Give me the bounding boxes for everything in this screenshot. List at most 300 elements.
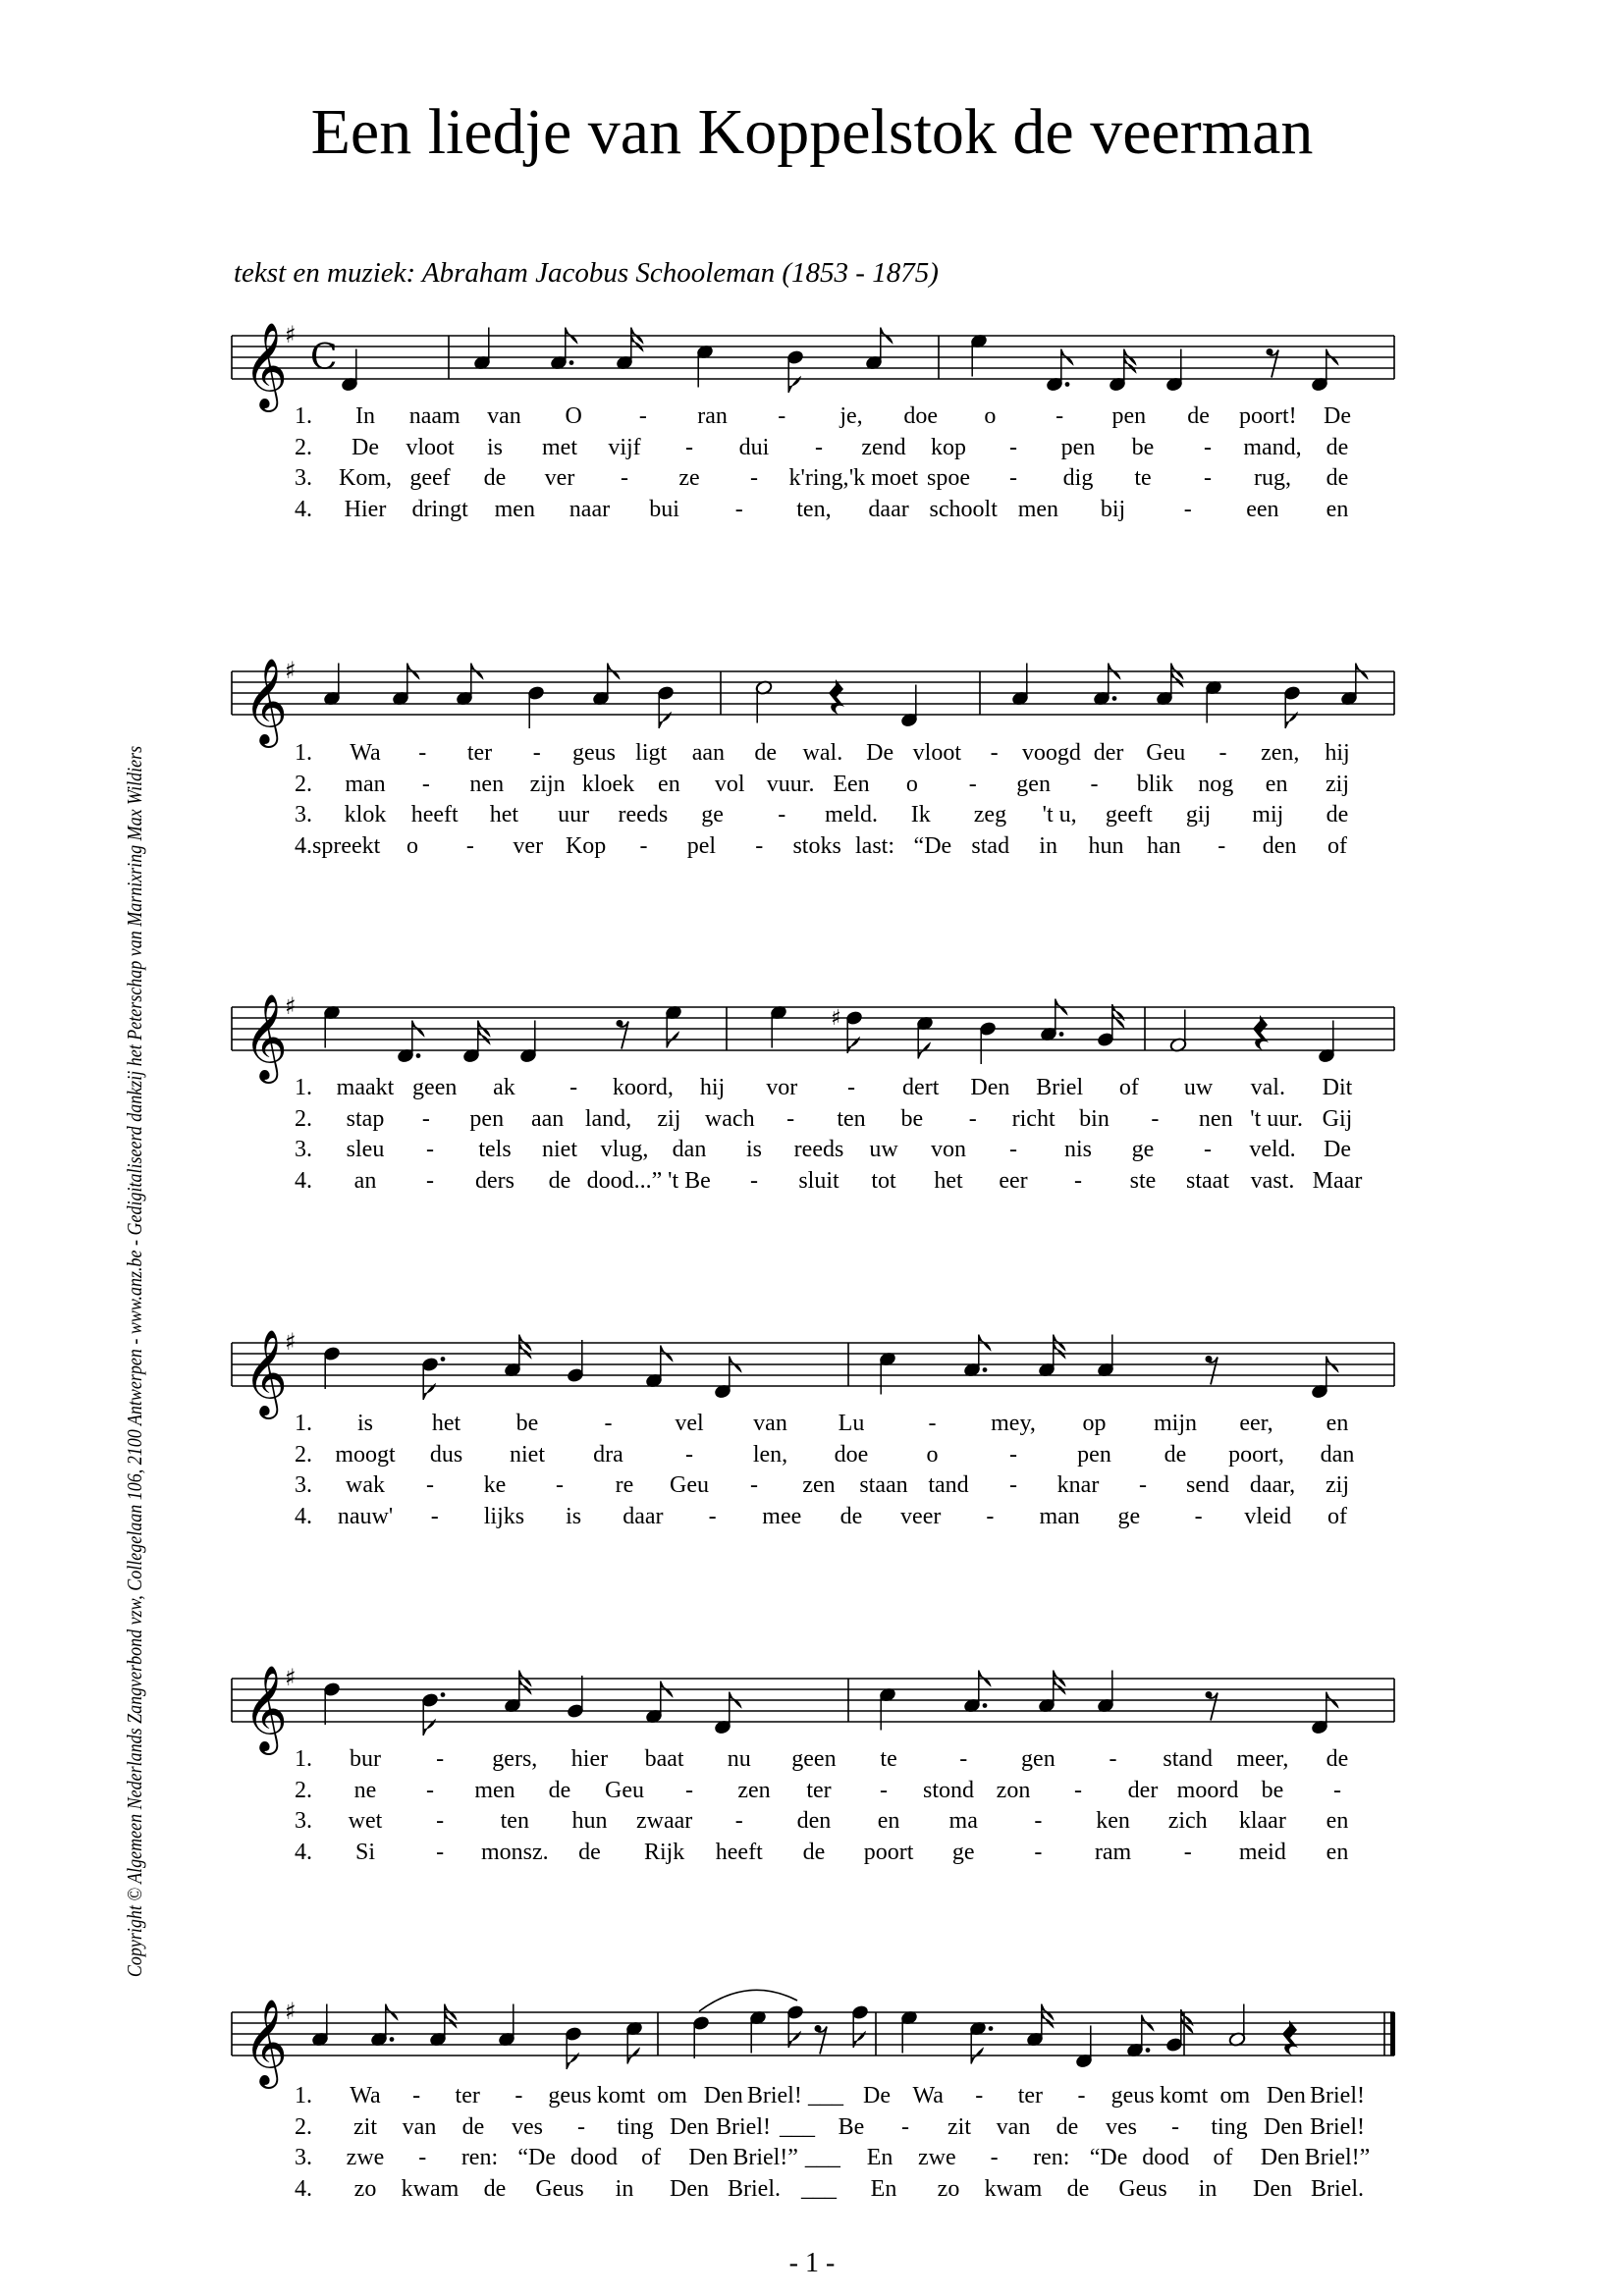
note — [851, 2004, 869, 2048]
lyric-syllable: dood — [569, 2145, 618, 2170]
lyric-syllable: de — [578, 1839, 601, 1865]
lyric-syllable: zij — [1326, 1472, 1349, 1498]
lyric-syllable: het — [489, 802, 519, 828]
lyric-syllable: De — [1324, 403, 1351, 429]
note — [429, 2004, 457, 2048]
lyric-syllable: - — [880, 1777, 888, 1803]
lyric-syllable: - — [928, 1411, 937, 1436]
lyric-syllable: Kom, — [339, 465, 392, 491]
lyric-syllable: - — [1218, 832, 1226, 859]
note — [1026, 2004, 1054, 2048]
key-signature-sharp-icon: ♯ — [285, 657, 297, 684]
lyric-syllable: dringt — [411, 496, 468, 522]
lyric-syllable: de — [548, 1167, 571, 1194]
lyric-syllable: ter — [1017, 2083, 1044, 2109]
lyric-syllable: mijn — [1153, 1411, 1198, 1436]
lyric-syllable: aan — [530, 1105, 565, 1132]
lyric-syllable: 't u, — [1042, 802, 1077, 828]
note — [565, 2026, 582, 2069]
lyric-syllable: ders — [475, 1167, 514, 1194]
verse-number: 1. — [295, 1075, 312, 1100]
lyric-syllable: mey, — [991, 1411, 1036, 1436]
lyric-syllable: - — [1194, 1503, 1203, 1529]
credits-line: tekst en muziek: Abraham Jacobus Schooleman (1853 - 1875) — [234, 257, 939, 289]
lyric-syllable: Den — [1266, 2083, 1306, 2109]
verse-number: 1. — [295, 2083, 312, 2109]
lyric-syllable: of — [641, 2145, 662, 2170]
key-signature-sharp-icon: ♯ — [285, 321, 297, 348]
lyric-syllable: je, — [839, 403, 863, 429]
note — [755, 679, 773, 722]
lyric-syllable: - — [639, 832, 648, 859]
lyric-syllable: - — [1183, 1839, 1192, 1865]
music-staff-3 — [232, 988, 1410, 1086]
lyric-syllable: heeft — [410, 802, 459, 828]
lyric-syllable: de — [839, 1503, 863, 1529]
note — [696, 344, 714, 387]
lyric-syllable: is — [486, 434, 504, 460]
lyric-syllable: - — [750, 1167, 758, 1194]
note — [370, 2004, 398, 2048]
lyric-syllable: ram — [1094, 1839, 1132, 1865]
lyric-syllable: - — [1151, 1105, 1160, 1132]
lyric-syllable: zij — [1326, 771, 1349, 797]
lyric-syllable: hier — [570, 1746, 609, 1772]
lyric-syllable: sleu — [346, 1137, 385, 1162]
treble-clef-icon: 𝄞 — [244, 1998, 288, 2085]
verse-number: 2. — [295, 1441, 312, 1468]
lyric-syllable: zit — [947, 2113, 971, 2140]
lyric-syllable: En — [866, 2145, 893, 2170]
lyric-syllable: pen — [1077, 1441, 1111, 1468]
lyric-syllable: dan — [1320, 1441, 1355, 1468]
lyric-syllable: men — [494, 496, 535, 522]
lyric-syllable: De — [863, 2083, 892, 2109]
lyric-syllable: van — [487, 403, 521, 429]
lyric-syllable: der — [1093, 740, 1124, 766]
rest — [617, 1020, 629, 1049]
lyric-syllable: - — [426, 1137, 434, 1162]
lyric-syllable: aan — [691, 740, 726, 766]
lyric-syllable: Wa — [350, 2083, 381, 2109]
lyric-syllable: stap — [346, 1105, 385, 1132]
lyric-syllable: dui — [738, 434, 770, 460]
verse-number: 2. — [295, 2113, 312, 2140]
lyric-syllable: pel — [686, 832, 717, 859]
lyric-syllable: - — [638, 403, 647, 429]
lyric-syllable: de — [483, 2175, 507, 2202]
lyric-syllable: En — [870, 2175, 897, 2202]
lyric-syllable: man — [345, 771, 386, 797]
lyric-syllable: en — [1326, 1808, 1349, 1834]
note — [714, 1692, 741, 1735]
lyric-syllable: Rijk — [643, 1839, 685, 1865]
lyric-syllable: Den — [1260, 2145, 1300, 2170]
lyric-syllable: ne — [353, 1777, 377, 1803]
lyric-syllable: reeds — [618, 802, 669, 828]
note — [1109, 349, 1136, 393]
song-title: Een liedje van Koppelstok de veerman — [310, 96, 1314, 168]
note — [900, 685, 918, 728]
note — [770, 1004, 787, 1047]
key-signature-sharp-icon: ♯ — [285, 1998, 297, 2025]
note — [1046, 349, 1073, 393]
lyric-syllable: dan — [672, 1137, 707, 1162]
lyric-syllable: stand — [1163, 1746, 1214, 1772]
note — [1311, 1357, 1338, 1400]
lyric-syllable: de — [754, 740, 777, 766]
music-staff-1 — [232, 316, 1410, 414]
lyric-syllable: de — [1326, 802, 1349, 828]
lyric-syllable: - — [685, 1777, 693, 1803]
verse-number: 3. — [295, 1137, 312, 1162]
note — [519, 1021, 537, 1064]
lyric-syllable: - — [569, 1075, 578, 1100]
lyric-syllable: be — [515, 1411, 539, 1436]
lyric-syllable: an — [353, 1167, 377, 1194]
lyric-syllable: nauw' — [337, 1503, 394, 1529]
lyric-syllable: ze — [678, 465, 700, 491]
lyric-syllable: - — [986, 1503, 995, 1529]
lyric-syllable: - — [968, 771, 977, 797]
lyric-syllable: len, — [752, 1441, 788, 1468]
lyric-syllable: van — [996, 2113, 1031, 2140]
lyric-syllable: vor — [766, 1075, 798, 1100]
lyric-syllable: Lu — [838, 1411, 865, 1436]
lyric-syllable: - — [1218, 740, 1227, 766]
note — [1311, 349, 1338, 393]
note — [1038, 1335, 1065, 1378]
lyric-syllable: mee — [762, 1503, 802, 1529]
note — [665, 1004, 682, 1047]
lyric-syllable: of — [1118, 1075, 1139, 1100]
lyric-syllable: - — [708, 1503, 717, 1529]
lyric-syllable: wach — [704, 1105, 755, 1132]
lyric-syllable: van — [402, 2113, 437, 2140]
lyric-syllable: het — [934, 1167, 963, 1194]
lyric-syllable: Den — [1253, 2175, 1292, 2202]
lyric-syllable: moogt — [335, 1441, 396, 1468]
lyric-syllable: om — [1219, 2083, 1251, 2109]
lyric-syllable: of — [1327, 832, 1347, 859]
treble-clef-icon: 𝄞 — [244, 1328, 288, 1415]
note — [1165, 349, 1183, 393]
lyric-syllable: is — [566, 1503, 582, 1529]
lyric-syllable: ken — [1096, 1808, 1130, 1834]
verse-number: 3. — [295, 1808, 312, 1834]
lyric-syllable: ma — [948, 1808, 978, 1834]
lyric-syllable: de — [1326, 465, 1349, 491]
lyric-syllable: be — [1261, 1777, 1284, 1803]
lyric-syllable: de — [802, 1839, 826, 1865]
lyric-syllable: meer, — [1236, 1746, 1289, 1772]
lyric-syllable: ver — [544, 465, 575, 491]
note — [1097, 1671, 1114, 1714]
lyric-syllable: dig — [1062, 465, 1094, 491]
lyric-syllable: - — [685, 1441, 693, 1468]
key-signature-sharp-icon: ♯ — [285, 1328, 297, 1356]
lyric-syllable: reeds — [793, 1137, 844, 1162]
lyric-syllable: - — [750, 465, 758, 491]
page-number: - 1 - — [788, 2248, 836, 2278]
note — [916, 1015, 934, 1058]
lyric-syllable: ren: — [1033, 2145, 1070, 2170]
key-signature-sharp-icon: ♯ — [285, 992, 297, 1020]
rest — [1253, 1015, 1269, 1050]
lyric-syllable: Maar — [1312, 1167, 1363, 1194]
lyric-syllable: veld. — [1249, 1137, 1296, 1162]
verse-number: 2. — [295, 434, 312, 460]
lyric-syllable: - — [421, 1105, 430, 1132]
lyric-syllable: kwam — [401, 2175, 460, 2202]
lyric-syllable: o — [905, 771, 918, 797]
lyric-syllable: hij — [1325, 740, 1350, 766]
lyric-syllable: Een — [833, 771, 870, 797]
music-staff-6 — [232, 1993, 1410, 2091]
lyric-syllable: - — [959, 1746, 968, 1772]
lyric-syllable: nis — [1063, 1137, 1093, 1162]
lyric-syllable: Geu — [605, 1777, 644, 1803]
note — [1126, 2015, 1154, 2058]
lyric-syllable: ___ — [780, 2113, 815, 2140]
lyric-syllable: ves — [1106, 2113, 1137, 2140]
note — [657, 685, 675, 728]
lyric-syllable: “De — [1089, 2145, 1128, 2170]
lyric-syllable: ves — [512, 2113, 543, 2140]
verse-number: 4. — [295, 1167, 312, 1194]
verse-number: 1. — [295, 740, 312, 766]
lyric-syllable: - — [1034, 1808, 1043, 1834]
music-staff-4 — [232, 1323, 1410, 1421]
lyric-syllable: Gij — [1322, 1105, 1353, 1132]
lyric-syllable: Wa — [350, 740, 381, 766]
note — [786, 2004, 804, 2048]
lyric-syllable: men — [1017, 496, 1059, 522]
lyric-syllable: van — [753, 1411, 787, 1436]
lyric-syllable: - — [577, 2113, 585, 2140]
lyric-syllable: De — [352, 434, 379, 460]
note — [1097, 1335, 1114, 1378]
lyric-syllable: en — [1326, 1411, 1349, 1436]
lyric-syllable: komt — [1160, 2083, 1209, 2109]
lyric-syllable: ten, — [796, 496, 832, 522]
lyric-syllable: - — [990, 2145, 999, 2170]
lyric-syllable: ge — [701, 802, 724, 828]
treble-clef-icon: 𝄞 — [244, 992, 288, 1080]
note — [786, 349, 804, 393]
lyric-syllable: zon — [996, 1777, 1031, 1803]
lyric-syllable: ge — [951, 1839, 975, 1865]
lyric-syllable: en — [877, 1808, 900, 1834]
lyric-syllable: O — [565, 403, 582, 429]
lyric-syllable: dood — [1142, 2145, 1190, 2170]
lyric-syllable: klaar — [1238, 1808, 1286, 1834]
lyric-syllable: ter — [455, 2083, 480, 2109]
lyric-syllable: - — [465, 832, 474, 859]
lyric-syllable: dra — [593, 1441, 623, 1468]
lyric-syllable: - — [412, 2083, 421, 2109]
lyric-syllable: - — [556, 1472, 564, 1498]
lyric-syllable: zend — [861, 434, 906, 460]
lyric-syllable: - — [426, 1777, 434, 1803]
lyric-syllable: Wa — [912, 2083, 944, 2109]
lyric-syllable: - — [975, 2083, 984, 2109]
lyric-syllable: ting — [617, 2113, 654, 2140]
lyric-syllable: met — [542, 434, 577, 460]
lyric-syllable: nen — [469, 771, 505, 797]
lyric-syllable: bui — [649, 496, 679, 522]
lyric-syllable: vuur. — [766, 771, 815, 797]
lyric-syllable: poort! — [1238, 403, 1297, 429]
slur — [699, 1990, 797, 2011]
rest — [1206, 1356, 1218, 1385]
note — [421, 1692, 445, 1735]
note — [567, 1676, 584, 1719]
lyric-syllable: kop — [931, 434, 966, 460]
lyric-syllable: 't Be — [668, 1167, 711, 1194]
lyric-syllable: naar — [568, 496, 611, 522]
lyric-syllable: de — [1056, 2113, 1079, 2140]
lyric-syllable: De — [866, 740, 894, 766]
verse-number: 4. — [295, 496, 312, 522]
lyric-syllable: - — [1009, 465, 1017, 491]
note — [879, 1686, 896, 1730]
lyric-syllable: - — [1183, 496, 1192, 522]
lyric-syllable: - — [1074, 1167, 1082, 1194]
note — [498, 2004, 515, 2048]
lyric-syllable: Geu — [670, 1472, 709, 1498]
lyric-syllable: den — [796, 1808, 832, 1834]
note — [323, 1004, 341, 1047]
lyric-syllable: - — [426, 1167, 434, 1194]
lyric-syllable: ligt — [635, 740, 668, 766]
lyric-syllable: komt — [596, 2083, 646, 2109]
lyric-syllable: sluit — [798, 1167, 839, 1194]
lyric-syllable: baat — [644, 1746, 684, 1772]
lyric-syllable: heeft — [715, 1839, 763, 1865]
lyric-syllable: op — [1082, 1411, 1107, 1436]
lyric-syllable: staat — [1186, 1167, 1229, 1194]
lyric-syllable: - — [1090, 771, 1099, 797]
lyric-syllable: in — [1198, 2175, 1218, 2202]
note — [900, 2009, 918, 2053]
note — [1205, 679, 1222, 722]
lyric-syllable: geen — [412, 1075, 458, 1100]
lyric-syllable: ter — [806, 1777, 832, 1803]
lyric-syllable: zij — [657, 1105, 681, 1132]
lyric-syllable: doe — [834, 1441, 869, 1468]
note — [1038, 1671, 1065, 1714]
lyric-syllable: maakt — [336, 1075, 395, 1100]
lyric-syllable: ten — [837, 1105, 866, 1132]
lyric-syllable: moord — [1176, 1777, 1239, 1803]
lyric-syllable: en — [1326, 1839, 1349, 1865]
note — [645, 1346, 673, 1389]
svg-text:♯: ♯ — [831, 1006, 841, 1031]
lyric-syllable: de — [1187, 403, 1210, 429]
note — [392, 664, 419, 707]
lyric-syllable: dert — [902, 1075, 940, 1100]
lyric-syllable: be — [1131, 434, 1155, 460]
lyric-syllable: wet — [348, 1808, 383, 1834]
verse-number: 4. — [295, 1503, 312, 1529]
lyric-syllable: of — [1213, 2145, 1233, 2170]
lyric-syllable: Geus — [1118, 2175, 1167, 2202]
treble-clef-icon: 𝄞 — [244, 1664, 288, 1751]
lyric-syllable: Si — [354, 1839, 376, 1865]
lyric-syllable: lijks — [483, 1503, 525, 1529]
lyric-syllable: Briel — [1036, 1075, 1084, 1100]
lyric-syllable: ___ — [804, 2145, 840, 2170]
note — [456, 664, 483, 707]
lyric-syllable: - — [778, 802, 786, 828]
lyric-syllable: Den — [970, 1075, 1010, 1100]
rest — [1282, 2020, 1298, 2056]
lyric-syllable: spoe — [927, 465, 970, 491]
lyric-syllable: kloek — [581, 771, 635, 797]
lyric-syllable: - — [1077, 2083, 1086, 2109]
note — [1169, 1010, 1187, 1053]
lyric-syllable: bin — [1079, 1105, 1110, 1132]
lyric-syllable: han — [1147, 832, 1181, 859]
lyric-syllable: - — [1074, 1777, 1082, 1803]
lyric-syllable: - — [1009, 1472, 1017, 1498]
lyric-syllable: Briel! — [716, 2113, 771, 2140]
lyric-syllable: - — [685, 434, 693, 460]
lyric-syllable: Ik — [910, 802, 931, 828]
lyric-syllable: de — [1326, 434, 1349, 460]
lyric-syllable: zijn — [529, 771, 566, 797]
lyric-syllable: poort — [863, 1839, 914, 1865]
lyric-syllable: zen — [737, 1777, 771, 1803]
lyric-syllable: - — [1009, 1441, 1017, 1468]
lyric-syllable: zit — [353, 2113, 377, 2140]
lyric-syllable: de — [1066, 2175, 1090, 2202]
lyric-syllable: is — [356, 1411, 374, 1436]
verse-number: 3. — [295, 465, 312, 491]
lyric-syllable: bur — [350, 1746, 381, 1772]
lyric-syllable: stad — [971, 832, 1010, 859]
lyric-syllable: rug, — [1254, 465, 1291, 491]
lyric-syllable: meld. — [825, 802, 878, 828]
lyric-syllable: In — [355, 403, 375, 429]
verse-number: 4.spreekt — [295, 832, 381, 859]
lyric-syllable: ter — [466, 740, 493, 766]
lyric-syllable: ver — [513, 832, 544, 859]
lyric-syllable: zeg — [973, 802, 1007, 828]
lyric-syllable: ___ — [801, 2175, 837, 2202]
note — [1011, 664, 1029, 707]
lyric-syllable: doe — [903, 403, 939, 429]
lyric-syllable: of — [1327, 1503, 1347, 1529]
lyric-syllable: wak — [346, 1472, 385, 1498]
lyric-syllable: staan — [859, 1472, 908, 1498]
verse-number: 4. — [295, 1839, 312, 1865]
lyric-syllable: - — [778, 403, 786, 429]
lyric-syllable: - — [990, 740, 999, 766]
lyric-syllable: Briel!” — [732, 2145, 798, 2170]
lyric-syllable: tot — [871, 1167, 896, 1194]
note — [1075, 2026, 1093, 2069]
lyric-syllable: en — [1265, 771, 1288, 797]
treble-clef-icon: 𝄞 — [244, 657, 288, 744]
lyric-syllable: - — [426, 1472, 434, 1498]
lyric-syllable: ge — [1131, 1137, 1155, 1162]
lyric-syllable: geen — [791, 1746, 837, 1772]
verse-number: 1. — [295, 403, 312, 429]
lyric-syllable: - — [1171, 2113, 1179, 2140]
lyric-syllable: tand — [928, 1472, 969, 1498]
